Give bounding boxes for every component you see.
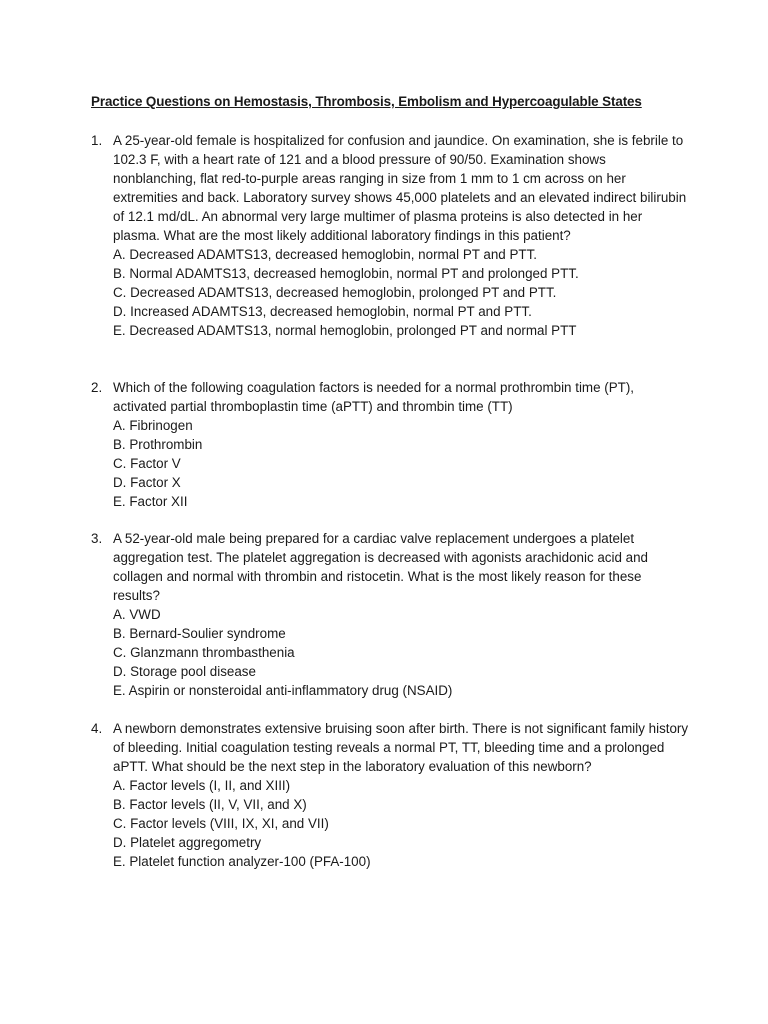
answer-option: E. Decreased ADAMTS13, normal hemoglobin, prolonged PT and normal PTT [113, 323, 577, 338]
answer-option: A. Fibrinogen [113, 418, 193, 433]
question-1 [91, 131, 691, 340]
question-stem: A 52-year-old male being prepared for a cardiac valve replacement undergoes a platelet aggregation test. The platelet aggregation is decreased with agonists arachidonic acid and collagen and normal with thrombin and ristocetin. What is the most likely reason for these results? [113, 531, 648, 603]
answer-option: B. Bernard-Soulier syndrome [113, 626, 286, 641]
answer-option: E. Platelet function analyzer-100 (PFA-100) [113, 854, 371, 869]
answer-option: C. Glanzmann thrombasthenia [113, 645, 295, 660]
answer-option: B. Factor levels (II, V, VII, and X) [113, 797, 307, 812]
answer-option: D. Increased ADAMTS13, decreased hemoglobin, normal PT and PTT. [113, 304, 532, 319]
answer-option: A. Factor levels (I, II, and XIII) [113, 778, 291, 793]
question-4 [91, 719, 691, 871]
answer-option: D. Factor X [113, 475, 181, 490]
question-stem: Which of the following coagulation factors is needed for a normal prothrombin time (PT), activated partial thromboplastin time (aPTT) and thrombin time (TT) [113, 380, 634, 414]
answer-option: B. Normal ADAMTS13, decreased hemoglobin, normal PT and prolonged PTT. [113, 266, 579, 281]
answer-option: E. Factor XII [113, 494, 188, 509]
answer-option: C. Decreased ADAMTS13, decreased hemoglobin, prolonged PT and PTT. [113, 285, 557, 300]
question-stem: A newborn demonstrates extensive bruising soon after birth. There is not significant family history of bleeding. Initial coagulation testing reveals a normal PT, TT, bleeding time and a prolonged aPTT. What should be the next step in the laboratory evaluation of this newborn? [113, 721, 689, 774]
answer-option: D. Storage pool disease [113, 664, 256, 679]
answer-option: C. Factor levels (VIII, IX, XI, and VII) [113, 816, 329, 831]
answer-option: B. Prothrombin [113, 437, 203, 452]
question-number: 1. [91, 133, 103, 148]
question-number: 2. [91, 380, 103, 395]
question-stem: A 25-year-old female is hospitalized for confusion and jaundice. On examination, she is febrile to 102.3 F, with a heart rate of 121 and a blood pressure of 90/50. Examination shows nonblanching, flat red-to-purple areas ranging in size from 1 mm to 1 cm across on her extremities and back. Laboratory survey shows 45,000 platelets and an elevated indirect bilirubin of 12.1 md/dL. An abnormal very large multimer of plasma proteins is also detected in her plasma. What are the most likely additional laboratory findings in this patient? [113, 133, 687, 243]
page-title: Practice Questions on Hemostasis, Thrombosis, Embolism and Hypercoagulable States [91, 94, 642, 109]
answer-option: A. VWD [113, 607, 161, 622]
question-2 [91, 378, 691, 511]
answer-option: D. Platelet aggregometry [113, 835, 262, 850]
question-number: 3. [91, 531, 103, 546]
answer-option: E. Aspirin or nonsteroidal anti-inflammatory drug (NSAID) [113, 683, 453, 698]
question-number: 4. [91, 721, 103, 736]
answer-option: C. Factor V [113, 456, 181, 471]
answer-option: A. Decreased ADAMTS13, decreased hemoglobin, normal PT and PTT. [113, 247, 538, 262]
question-3 [91, 529, 691, 700]
